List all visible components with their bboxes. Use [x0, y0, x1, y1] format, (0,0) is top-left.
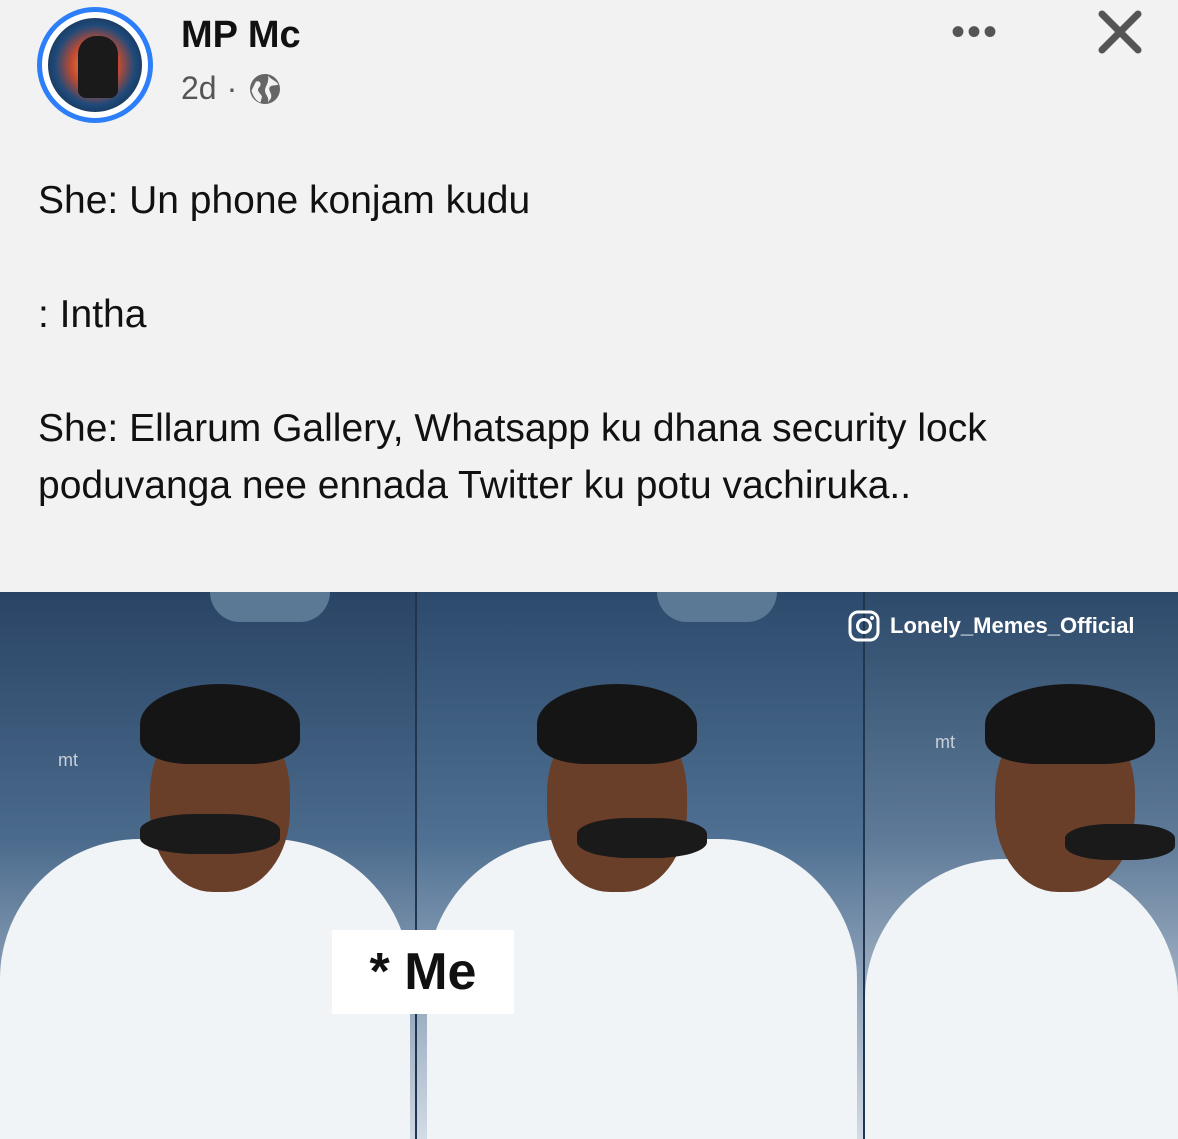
close-icon[interactable] — [1092, 4, 1148, 60]
avatar[interactable] — [37, 7, 153, 123]
post-line-1: She: Un phone konjam kudu — [38, 179, 531, 222]
meme-panel-3 — [865, 592, 1178, 1139]
author-name[interactable]: MP Mc — [181, 14, 301, 56]
more-options-button[interactable]: ••• — [951, 10, 1000, 54]
post-meta — [181, 70, 283, 107]
meme-image[interactable] — [0, 592, 1178, 1139]
globe-icon — [247, 71, 283, 107]
meme-panel-2 — [417, 592, 863, 1139]
instagram-watermark — [848, 610, 1135, 642]
post-time[interactable]: 2d — [181, 70, 217, 106]
post-line-3: She: Ellarum Gallery, Whatsapp ku dhana security lock poduvanga nee ennada Twitter ku potu vachiruka.. — [38, 407, 987, 507]
panel-watermark: mt — [58, 750, 78, 770]
instagram-handle: Lonely_Memes_Official — [890, 613, 1135, 638]
post-header — [0, 0, 1178, 150]
panel-watermark: mt — [935, 732, 955, 752]
post-line-2: : Intha — [38, 293, 147, 336]
meta-separator: · — [226, 70, 238, 106]
instagram-icon — [848, 610, 880, 642]
meme-panel-1 — [0, 592, 415, 1139]
post-body — [38, 172, 1138, 514]
me-caption: * Me — [332, 930, 514, 1014]
avatar-image — [48, 18, 142, 112]
